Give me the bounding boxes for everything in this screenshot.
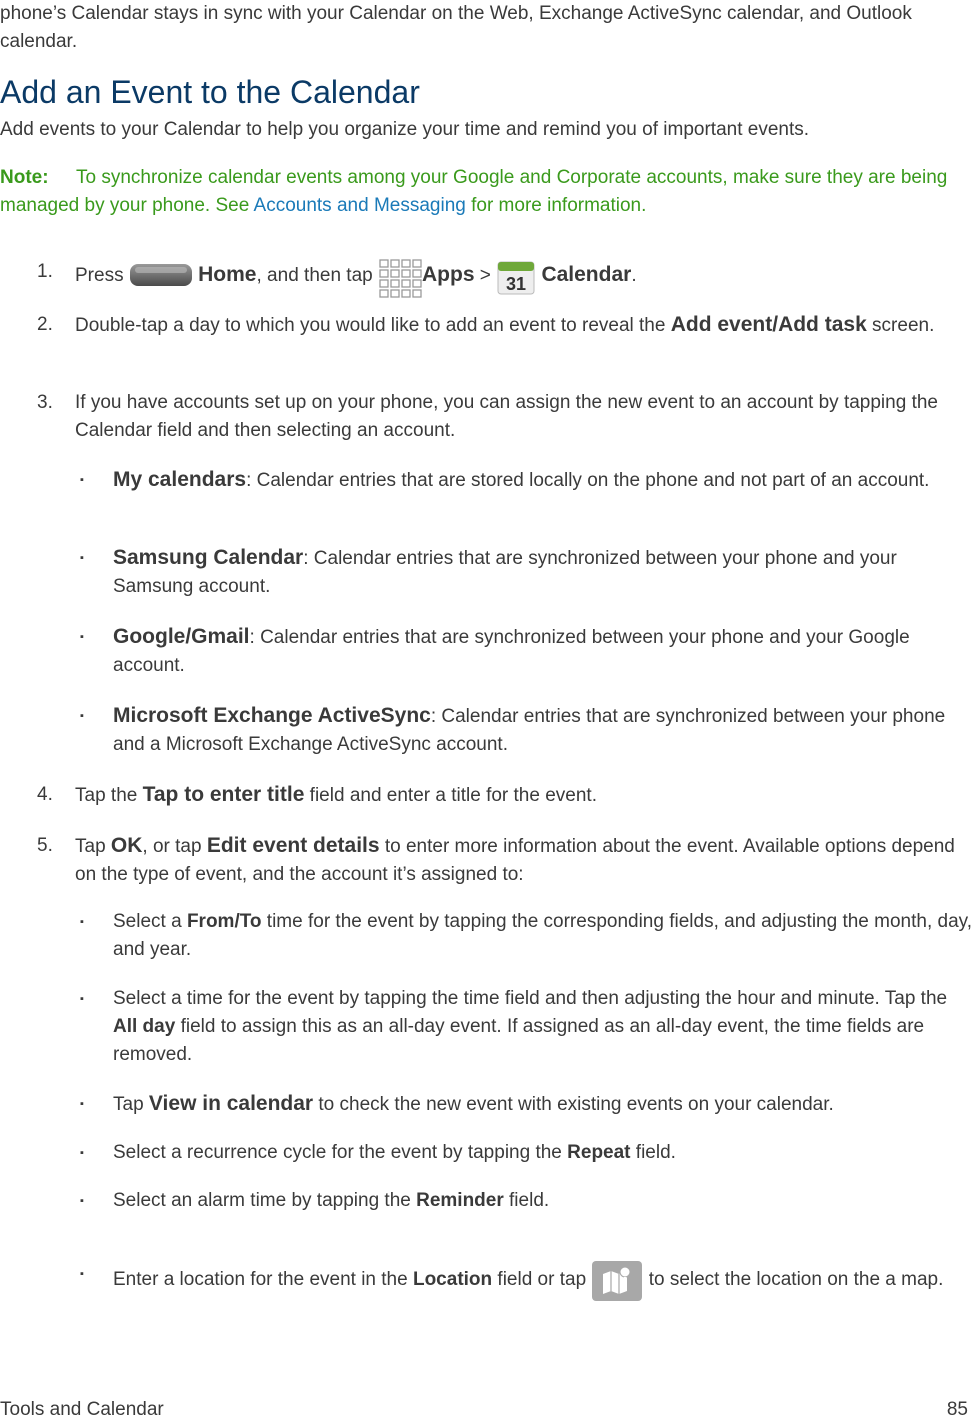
option-pre: Enter a location for the event in the bbox=[113, 1269, 413, 1290]
option-after: to select the location on the a map. bbox=[643, 1269, 944, 1290]
step-number: 5. bbox=[37, 835, 53, 856]
bullet-icon: ▪ bbox=[80, 916, 84, 928]
accounts-messaging-link[interactable]: Accounts and Messaging bbox=[253, 195, 466, 216]
option-pre: Select a time for the event by tapping the time field and then adjusting the hour and minute. Tap the bbox=[113, 988, 948, 1009]
account-name: Microsoft Exchange ActiveSync bbox=[113, 704, 431, 727]
option-pre: Select a bbox=[113, 911, 187, 932]
option-after: field. bbox=[503, 1190, 550, 1211]
step5-after: to enter more information about the event. Available options depend on the type of event, and the account it’s assigned to: bbox=[75, 836, 955, 885]
account-name: Google/Gmail bbox=[113, 625, 250, 648]
option-bold: Location bbox=[412, 1269, 493, 1290]
bullet-icon: ▪ bbox=[80, 993, 84, 1005]
apps-grid-icon bbox=[378, 258, 422, 300]
intro-text: phone’s Calendar stays in sync with your Calendar on the Web, Exchange ActiveSync calendar, and Outlook calendar. bbox=[0, 3, 912, 52]
step-number: 4. bbox=[37, 784, 53, 805]
apps-label: Apps bbox=[422, 263, 475, 286]
map-location-icon bbox=[591, 1260, 643, 1302]
step1-end: . bbox=[631, 265, 637, 286]
calendar-app-icon bbox=[496, 260, 536, 297]
step5-mid: , or tap bbox=[142, 836, 207, 857]
page-footer bbox=[0, 1396, 974, 1424]
option-after: to check the new event with existing events on your calendar. bbox=[313, 1094, 834, 1115]
bullet-icon: ▪ bbox=[80, 474, 84, 486]
option-after: field. bbox=[630, 1142, 676, 1163]
step-number: 1. bbox=[37, 261, 53, 282]
title-field-label: Tap to enter title bbox=[142, 783, 305, 806]
step2-text: Double-tap a day to which you would like to add an event to reveal the bbox=[75, 315, 671, 336]
footer-section: Tools and Calendar bbox=[0, 1399, 164, 1420]
home-label: Home bbox=[198, 263, 257, 286]
note-text: To synchronize calendar events among your Google and Corporate accounts, make sure they are being managed by your phone. See bbox=[0, 167, 948, 216]
account-desc: : Calendar entries that are synchronized between your phone and a Microsoft Exchange ActiveSync account. bbox=[113, 706, 946, 755]
option-mid: field or tap bbox=[492, 1269, 592, 1290]
section-heading: Add an Event to the Calendar bbox=[0, 74, 420, 110]
step-number: 2. bbox=[37, 314, 53, 335]
step4-after: field and enter a title for the event. bbox=[304, 785, 597, 806]
account-name: My calendars bbox=[113, 468, 247, 491]
step4-pre: Tap the bbox=[75, 785, 143, 806]
option-after: time for the event by tapping the corresponding fields, and adjusting the month, day, and year. bbox=[113, 911, 973, 960]
step1-press: Press bbox=[75, 265, 129, 286]
option-bold: All day bbox=[113, 1016, 176, 1037]
step5-pre: Tap bbox=[75, 836, 111, 857]
option-after: field to assign this as an all-day event. If assigned as an all-day event, the time fields are removed. bbox=[113, 1016, 925, 1065]
account-desc: : Calendar entries that are synchronized between your phone and your Google account. bbox=[113, 627, 910, 676]
lead-text: Add events to your Calendar to help you organize your time and remind you of important events. bbox=[0, 119, 810, 140]
account-name: Samsung Calendar bbox=[113, 546, 304, 569]
option-bold: Repeat bbox=[567, 1142, 631, 1163]
option-pre: Select an alarm time by tapping the bbox=[113, 1190, 417, 1211]
edit-event-details-label: Edit event details bbox=[206, 834, 380, 857]
step-number: 3. bbox=[37, 392, 53, 413]
option-bold: View in calendar bbox=[148, 1092, 314, 1115]
step1-then: , and then tap bbox=[256, 265, 378, 286]
step1-gt: > bbox=[474, 265, 497, 286]
calendar-label: Calendar bbox=[541, 263, 632, 286]
page-number: 85 bbox=[946, 1399, 968, 1420]
bullet-icon: ▪ bbox=[80, 1147, 84, 1159]
option-bold: From/To bbox=[186, 911, 262, 932]
ok-label: OK bbox=[110, 834, 143, 857]
note-after: for more information. bbox=[465, 195, 647, 216]
home-button-icon bbox=[129, 262, 193, 297]
bullet-icon: ▪ bbox=[80, 552, 84, 564]
bullet-icon: ▪ bbox=[80, 1098, 84, 1110]
option-pre: Select a recurrence cycle for the event by tapping the bbox=[113, 1142, 568, 1163]
option-bold: Reminder bbox=[416, 1190, 504, 1211]
note bbox=[0, 164, 960, 220]
bullet-icon: ▪ bbox=[80, 710, 84, 722]
add-event-label: Add event/Add task bbox=[670, 313, 867, 336]
bullet-icon: ▪ bbox=[80, 1268, 84, 1280]
option-pre: Tap bbox=[113, 1094, 149, 1115]
bullet-icon: ▪ bbox=[80, 631, 84, 643]
step3-text: If you have accounts set up on your phone, you can assign the new event to an account by tapping the Calendar field and then selecting an account. bbox=[75, 392, 938, 441]
step2-after: screen. bbox=[866, 315, 935, 336]
account-desc: : Calendar entries that are synchronized between your phone and your Samsung account. bbox=[113, 548, 897, 597]
calendar-icon-label: 31 bbox=[506, 274, 527, 294]
bullet-icon: ▪ bbox=[80, 1195, 84, 1207]
account-desc: : Calendar entries that are stored locally on the phone and not part of an account. bbox=[246, 470, 930, 491]
note-label: Note: bbox=[0, 167, 49, 188]
